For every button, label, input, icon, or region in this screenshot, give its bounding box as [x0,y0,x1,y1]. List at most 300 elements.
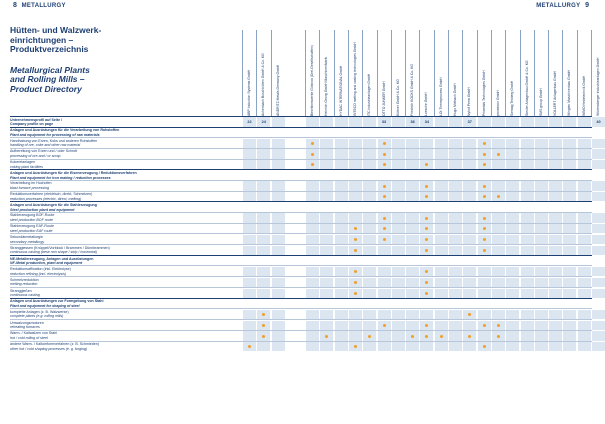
page-cell [449,117,462,127]
matrix-cell [420,160,433,169]
matrix-cell [435,235,448,244]
matrix-cell [320,160,333,169]
matrix-cell [406,331,419,340]
matrix-cell [272,278,285,287]
matrix-cell [320,310,333,319]
row-label-german: Handhabung von Erzen, Koks und anderen Rohstoffen [10,138,98,143]
capability-dot [354,292,357,295]
matrix-cell [578,246,591,255]
left-page-number: 8 [13,2,17,9]
matrix-cell [335,289,348,298]
product-row [10,276,592,287]
column-divider [548,30,549,116]
matrix-cell [578,192,591,201]
capability-dot [383,142,386,145]
matrix-cell [243,224,256,233]
capability-dot [411,335,414,338]
right-page-number: 9 [585,2,589,9]
matrix-cell [420,310,433,319]
matrix-cell [363,181,376,190]
matrix-cell [335,213,348,222]
matrix-cell [521,278,534,287]
matrix-cell [506,331,519,340]
matrix-cell [521,289,534,298]
matrix-cell [257,181,270,190]
company-name: Küttner GmbH & Co. KG [395,79,400,116]
matrix-cell [535,278,548,287]
row-label [10,128,250,137]
matrix-cell [492,181,505,190]
matrix-cell [578,224,591,233]
matrix-cell [243,267,256,276]
matrix-cell [549,235,562,244]
row-label [10,139,250,148]
capability-dot [497,324,500,327]
row-label-german: Anlagen und Ausrüstungen für die Verarbeitung von Rohstoffen [10,128,120,133]
row-label [10,181,250,190]
row-label-english: Plant and equipment for processing of raw materials [10,132,100,137]
matrix-cell [335,181,348,190]
matrix-cell [243,235,256,244]
capability-dot [483,195,486,198]
capability-dot [383,153,386,156]
matrix-cell [478,181,491,190]
matrix-cell [506,149,519,158]
matrix-cell [506,342,519,351]
matrix-cell [363,246,376,255]
matrix-cell [392,139,405,148]
matrix-cell [243,160,256,169]
matrix-cell [563,278,576,287]
matrix-cell [363,235,376,244]
matrix-cell [563,181,576,190]
page-cell [335,117,348,127]
matrix-cell [272,139,285,148]
matrix-cell [535,342,548,351]
matrix-cell [306,224,319,233]
matrix-cell [492,331,505,340]
matrix-cell [257,267,270,276]
row-label [10,203,250,212]
row-label-german: Stranggießen [10,288,32,293]
row-label-german: Anlagen und Ausrüstungen zur Formgebung von Stahl [10,299,104,304]
matrix-cell [257,192,270,201]
product-row [10,319,592,330]
matrix-cell [406,342,419,351]
capability-dot [248,345,251,348]
matrix-cell [406,160,419,169]
matrix-cell [320,331,333,340]
product-row [10,191,592,202]
capability-dot [497,335,500,338]
matrix-cell [406,289,419,298]
capability-dot [425,185,428,188]
matrix-cell [335,235,348,244]
capability-dot [311,142,314,145]
company-name: HYDAC INTERNATIONAL GmbH [338,65,343,116]
matrix-cell [578,160,591,169]
matrix-cell [349,331,362,340]
matrix-cell [320,224,333,233]
capability-dot [383,163,386,166]
row-label-german: Reduktionsaffination (inkl. Elektrolyse) [10,267,71,272]
matrix-cell [320,342,333,351]
matrix-cell [506,278,519,287]
matrix-cell [257,246,270,255]
matrix-cell [435,192,448,201]
capability-dot [425,292,428,295]
capability-dot [483,238,486,241]
product-row [10,137,592,148]
matrix-cell [592,342,605,351]
capability-dot [311,153,314,156]
matrix-cell [449,267,462,276]
product-row [10,180,592,191]
matrix-cell [306,149,319,158]
column-divider [377,30,378,116]
matrix-cell [272,213,285,222]
matrix-cell [478,331,491,340]
matrix-cell [506,192,519,201]
column-divider [256,30,257,116]
matrix-cell [243,321,256,330]
row-label-english: continuous casting [10,293,40,298]
company-name: LOI Thermprocess GmbH [438,77,443,116]
capability-dot [425,335,428,338]
matrix-cell [478,278,491,287]
column-divider [534,30,535,116]
matrix-cell [435,246,448,255]
matrix-cell [549,181,562,190]
matrix-cell [243,310,256,319]
column-divider [562,30,563,116]
matrix-cell [463,267,476,276]
matrix-cell [320,235,333,244]
right-section-title: METALLURGY [536,3,581,9]
matrix-cell [578,289,591,298]
matrix-cell [257,224,270,233]
matrix-cell [463,192,476,201]
matrix-cell [392,267,405,276]
matrix-cell [349,213,362,222]
matrix-cell [272,235,285,244]
matrix-cell [521,331,534,340]
matrix-cell [272,342,285,351]
matrix-cell [272,224,285,233]
company-name: Friedrich KOCKS GmbH & Co. KG [410,63,415,116]
matrix-cell [435,139,448,148]
product-row [10,233,592,244]
matrix-cell [521,192,534,201]
column-divider [391,30,392,116]
row-label-german: Reduktionsverfahren (elektrisch, direkt, Schmelzen) [10,192,93,197]
matrix-cell [257,342,270,351]
matrix-cell [335,342,348,351]
capability-dot [425,238,428,241]
matrix-cell [535,139,548,148]
profile-page-label-german: Unternehmensprofil auf Seite / [10,118,63,122]
matrix-cell [478,149,491,158]
matrix-cell [257,278,270,287]
matrix-cell [563,192,576,201]
matrix-cell [363,289,376,298]
title-english: Metallurgical Plants and Rolling Mills – Product Directory [10,64,90,94]
matrix-cell [257,310,270,319]
product-row [10,159,592,170]
page-cell [392,117,405,127]
matrix-cell [478,235,491,244]
matrix-cell [563,139,576,148]
matrix-cell [492,267,505,276]
matrix-cell [306,289,319,298]
matrix-cell [449,160,462,169]
matrix-cell [578,267,591,276]
matrix-cell [592,278,605,287]
matrix-cell [243,192,256,201]
row-label [10,289,250,298]
capability-dot [425,227,428,230]
matrix-cell [521,310,534,319]
product-row [10,330,592,341]
matrix-cell [449,149,462,158]
matrix-cell [306,310,319,319]
matrix-cell [521,213,534,222]
title-german: Hütten- und Walzwerk-einrichtungen – Produktverzeichnis [10,25,102,55]
matrix-cell [392,289,405,298]
matrix-cell [363,331,376,340]
matrix-cell [506,310,519,319]
row-label-german: Umwalzungsmotoren [10,320,44,325]
matrix-cell [257,160,270,169]
matrix-cell [406,267,419,276]
capability-dot [354,270,357,273]
capability-dot [383,324,386,327]
page-cell [478,117,491,127]
matrix-cell [435,267,448,276]
matrix-cell [420,181,433,190]
section-heading-row [10,201,592,212]
matrix-cell [449,235,462,244]
matrix-cell [435,224,448,233]
row-label [10,224,250,233]
matrix-cell [549,192,562,201]
matrix-cell [563,160,576,169]
matrix-cell [521,235,534,244]
row-label-german: Stahlerzeugung EAF-Route [10,224,54,229]
matrix-cell [492,342,505,351]
matrix-cell [378,149,391,158]
matrix-cell [420,139,433,148]
matrix-cell [478,310,491,319]
matrix-cell [549,213,562,222]
matrix-cell [549,331,562,340]
column-divider [319,30,320,116]
row-label-german: Stahlerzeugung BOF-Route [10,213,55,218]
company-name: INTECO melting and casting technologies GmbH [352,42,357,116]
section-heading-row [10,298,592,309]
row-label [10,246,250,255]
matrix-cell [306,331,319,340]
matrix-cell [535,192,548,201]
row-label-german: Kokereianlagen [10,160,35,165]
matrix-cell [243,342,256,351]
matrix-cell [392,246,405,255]
matrix-cell [449,278,462,287]
matrix-cell [363,342,376,351]
matrix-cell [363,321,376,330]
matrix-cell [492,235,505,244]
matrix-cell [492,321,505,330]
matrix-cell [392,321,405,330]
matrix-cell [592,181,605,190]
capability-dot [483,185,486,188]
row-label-german: Stranggiessen (Knüppel/Vorblock / Brammen / Dünnbrammen) [10,245,110,250]
matrix-cell [521,181,534,190]
company-name: Steuler Anlagenbau GmbH & Co. KG [524,60,529,116]
matrix-cell [563,267,576,276]
matrix-cell [463,149,476,158]
company-name: WIMO Hebetechnik GmbH [581,75,586,116]
matrix-cell [306,160,319,169]
matrix-cell [349,149,362,158]
capability-dot [354,281,357,284]
matrix-cell [335,224,348,233]
matrix-cell [378,224,391,233]
matrix-cell [349,235,362,244]
matrix-cell [478,246,491,255]
matrix-cell [478,139,491,148]
row-label-german: Anlagen und Ausrüstungen für die Eisenerzeugung / Reduktionsverfahren [10,171,137,176]
matrix-cell [449,246,462,255]
matrix-cell [478,160,491,169]
company-name: Hugo Miebach GmbH [453,83,457,116]
matrix-cell [406,213,419,222]
capability-dot [483,153,486,156]
matrix-cell [549,246,562,255]
matrix-cell [463,139,476,148]
matrix-cell [506,224,519,233]
company-name: OTTO JUNKER GmbH [381,81,386,116]
matrix-cell [306,181,319,190]
matrix-cell [435,278,448,287]
matrix-cell [335,321,348,330]
capability-dot [311,163,314,166]
matrix-cell [463,331,476,340]
matrix-cell [406,246,419,255]
page-cell [563,117,576,127]
capability-dot [383,195,386,198]
matrix-cell [478,213,491,222]
matrix-cell [363,139,376,148]
matrix-cell [392,278,405,287]
capability-dot [483,227,486,230]
matrix-cell [435,342,448,351]
matrix-cell [521,246,534,255]
matrix-cell [435,289,448,298]
column-divider [334,30,335,116]
matrix-cell [449,139,462,148]
matrix-cell [563,342,576,351]
matrix-cell [549,224,562,233]
row-label-english: processing of ore and / or scrap [10,153,61,158]
matrix-cell [257,149,270,158]
matrix-cell [563,310,576,319]
matrix-cell [420,278,433,287]
matrix-cell [521,342,534,351]
matrix-cell [363,278,376,287]
matrix-cell [463,213,476,222]
matrix-cell [535,246,548,255]
matrix-cell [243,149,256,158]
matrix-cell [406,139,419,148]
matrix-cell [463,342,476,351]
capability-dot [262,335,265,338]
matrix-cell [492,224,505,233]
company-name: ANDRITZ Metals Germany GmbH [275,64,280,116]
capability-dot [383,227,386,230]
column-divider [434,30,435,116]
matrix-cell [563,246,576,255]
matrix-cell [592,267,605,276]
matrix-cell [349,342,362,351]
matrix-cell [492,160,505,169]
column-divider [591,30,592,116]
row-label-german: Sekundärmetallurgie [10,235,43,240]
matrix-cell [535,235,548,244]
page-cell [320,117,333,127]
matrix-cell [578,235,591,244]
row-label-german: Warm- / Kaltwalzen von Stahl [10,331,58,336]
matrix-cell [320,192,333,201]
product-row [10,265,592,276]
matrix-cell [521,224,534,233]
matrix-cell [592,213,605,222]
page-cell [306,117,319,127]
matrix-cell [435,213,448,222]
matrix-cell [435,181,448,190]
matrix-cell [363,310,376,319]
page-cell [578,117,591,127]
matrix-cell [335,139,348,148]
company-name: VOLLERT Anlagenbau GmbH [553,71,558,116]
matrix-cell [243,181,256,190]
matrix-cell [506,139,519,148]
matrix-cell [420,224,433,233]
matrix-cell [578,321,591,330]
product-row [10,223,592,234]
page-cell [535,117,548,127]
row-label [10,171,250,180]
matrix-cell [335,149,348,158]
profile-page-number: 34 [424,120,429,124]
matrix-cell [378,192,391,201]
matrix-cell [506,321,519,330]
matrix-cell [549,139,562,148]
matrix-cell [563,289,576,298]
company-name: Loesche GmbH [424,92,429,116]
row-label [10,192,250,201]
row-label-german: Schmelzreduktion [10,277,39,282]
row-label [10,299,250,308]
matrix-cell [363,149,376,158]
matrix-cell [406,310,419,319]
row-label-german: Aufbereitung von Erzen und / oder Schrott [10,149,78,154]
matrix-cell [549,160,562,169]
matrix-cell [349,310,362,319]
matrix-cell [506,160,519,169]
matrix-cell [320,289,333,298]
row-label [10,257,250,266]
